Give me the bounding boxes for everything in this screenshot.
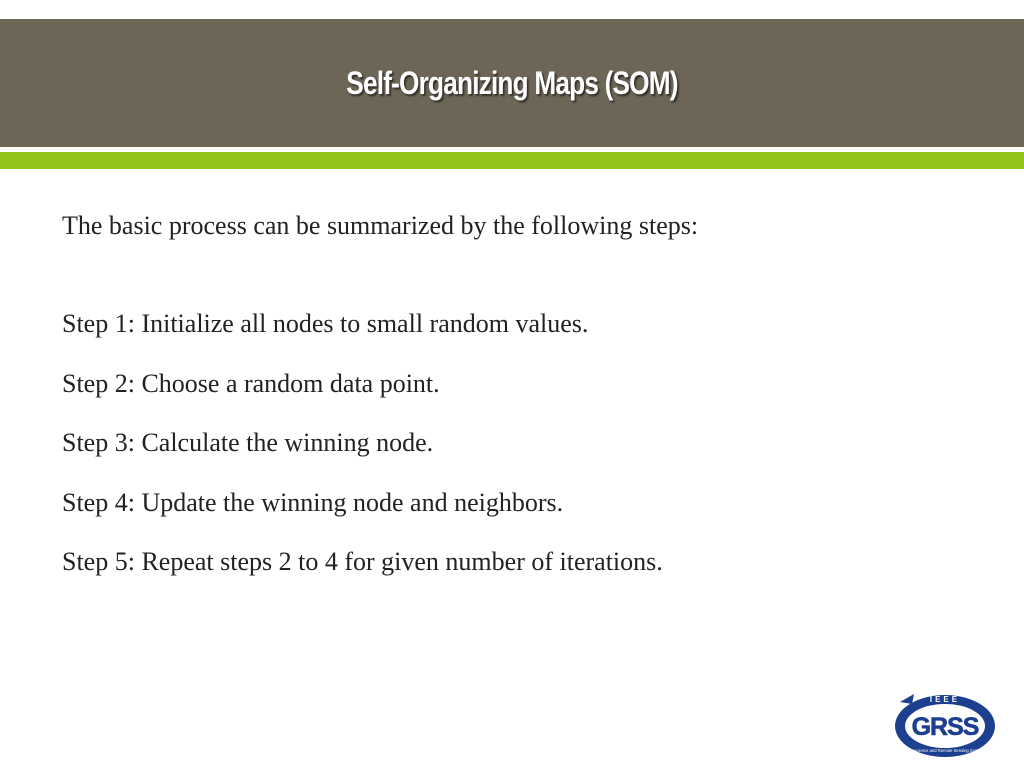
divider-green [0, 152, 1024, 169]
logo-pointer [900, 694, 914, 704]
step-item: Step 5: Repeat steps 2 to 4 for given number of iterations. [62, 547, 663, 576]
slide-title: Self-Organizing Maps (SOM) [346, 64, 678, 101]
grss-logo [892, 690, 998, 760]
intro-text: The basic process can be summarized by the following steps: [62, 211, 699, 240]
logo-ring-text: Geoscience and Remote Sensing Society [906, 748, 984, 753]
logo-main-text: GRSS [911, 713, 979, 741]
step-item: Step 3: Calculate the winning node. [62, 428, 434, 457]
title-bar [0, 19, 1024, 147]
step-item: Step 4: Update the winning node and neighbors. [62, 487, 564, 517]
logo-top-text: IEEE [929, 695, 961, 704]
step-item: Step 1: Initialize all nodes to small random values. [62, 309, 589, 338]
step-item: Step 2: Choose a random data point. [62, 368, 440, 398]
step-list [62, 308, 663, 606]
